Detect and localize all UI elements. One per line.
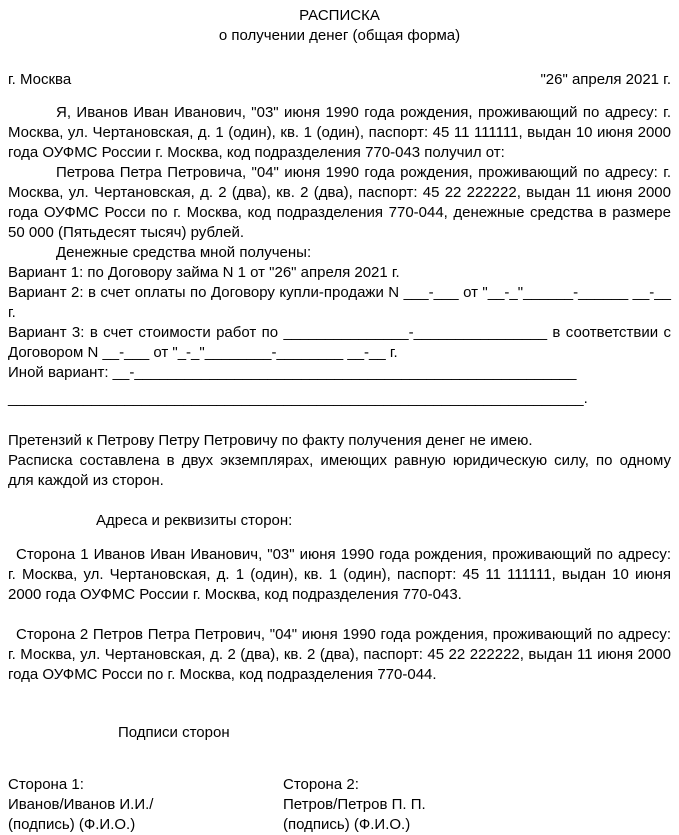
place-label: г. Москва (8, 71, 72, 88)
party2-label: Сторона 2: (283, 776, 359, 793)
party1-signature-block (8, 775, 283, 835)
city-date-row (8, 70, 671, 90)
party2-requisites-paragraph: Сторона 2 Петров Петра Петрович, "04" июня 1990 года рождения, проживающий по адресу: г. Москва, ул. Чертановская, д. 2 (два), кв. 2 (два), паспорт: 45 22 222222, выдан 11 июня 2000 года ОУФМС Росси по г. Москва, код подразделения 770-044. (8, 626, 671, 683)
party2-signature-caption: (подпись) (Ф.И.О.) (283, 816, 411, 833)
variant-3-continuation-line: Договором N __-___ от "_-_"________-________ __-__ г. (8, 344, 398, 361)
variant-3-line: Вариант 3: в счет стоимости работ по _______________-________________ в соответствии с (8, 324, 671, 341)
document-title: РАСПИСКА (299, 7, 380, 24)
funds-received-heading: Денежные средства мной получены: (56, 244, 312, 261)
other-variant-line: Иной вариант: __-_____________________________________________________ (8, 364, 577, 381)
signatures-block (8, 775, 671, 835)
no-claims-line: Претензий к Петрову Петру Петровичу по факту получения денег не имею. (8, 432, 533, 449)
party2-signature: Петров/Петров П. П. (283, 796, 426, 813)
payer-paragraph: Петрова Петра Петровича, "04" июня 1990 года рождения, проживающий по адресу: г. Москва, ул. Чертановская, д. 2 (два), кв. 2 (два), паспорт: 45 22 222222, выдан 11 июня 2000 года ОУФМС Росси по г. Москва, код подразделения 770-044, денежные средства в размере 50 000 (Пятьдесят тысяч) рублей. (8, 164, 671, 241)
party1-requisites-paragraph: Сторона 1 Иванов Иван Иванович, "03" июня 1990 года рождения, проживающий по адресу: г. Москва, ул. Чертановская, д. 1 (один), кв. 1 (один), паспорт: 45 11 111111, выдан 10 июня 2000 года ОУФМС России г. Москва, код подразделения 770-043. (8, 546, 671, 603)
party1-signature-caption: (подпись) (Ф.И.О.) (8, 816, 136, 833)
requisites-heading: Адреса и реквизиты сторон: (96, 512, 293, 529)
variant-2-line: Вариант 2: в счет оплаты по Договору купли-продажи N ___-___ от "__-_"______-______ __-__ г. (8, 284, 671, 321)
party1-signature: Иванов/Иванов И.И./ (8, 796, 154, 813)
recipient-paragraph: Я, Иванов Иван Иванович, "03" июня 1990 года рождения, проживающий по адресу: г. Москва, ул. Чертановская, д. 1 (один), кв. 1 (один), паспорт: 45 11 111111, выдан 10 июня 2000 года ОУФМС России г. Москва, код подразделения 770-043 получил от: (8, 104, 671, 161)
date-label: "26" апреля 2021 г. (540, 71, 671, 88)
other-variant-blank-line: _____________________________________________________________________. (8, 390, 588, 407)
variant-1-line: Вариант 1: по Договору займа N 1 от "26" апреля 2021 г. (8, 264, 400, 281)
signatures-heading: Подписи сторон (118, 724, 230, 741)
party2-signature-block (283, 775, 671, 835)
document-subtitle: о получении денег (общая форма) (218, 27, 461, 44)
party1-label: Сторона 1: (8, 776, 84, 793)
copies-paragraph: Расписка составлена в двух экземплярах, имеющих равную юридическую силу, по одному для каждой из сторон. (8, 452, 671, 489)
